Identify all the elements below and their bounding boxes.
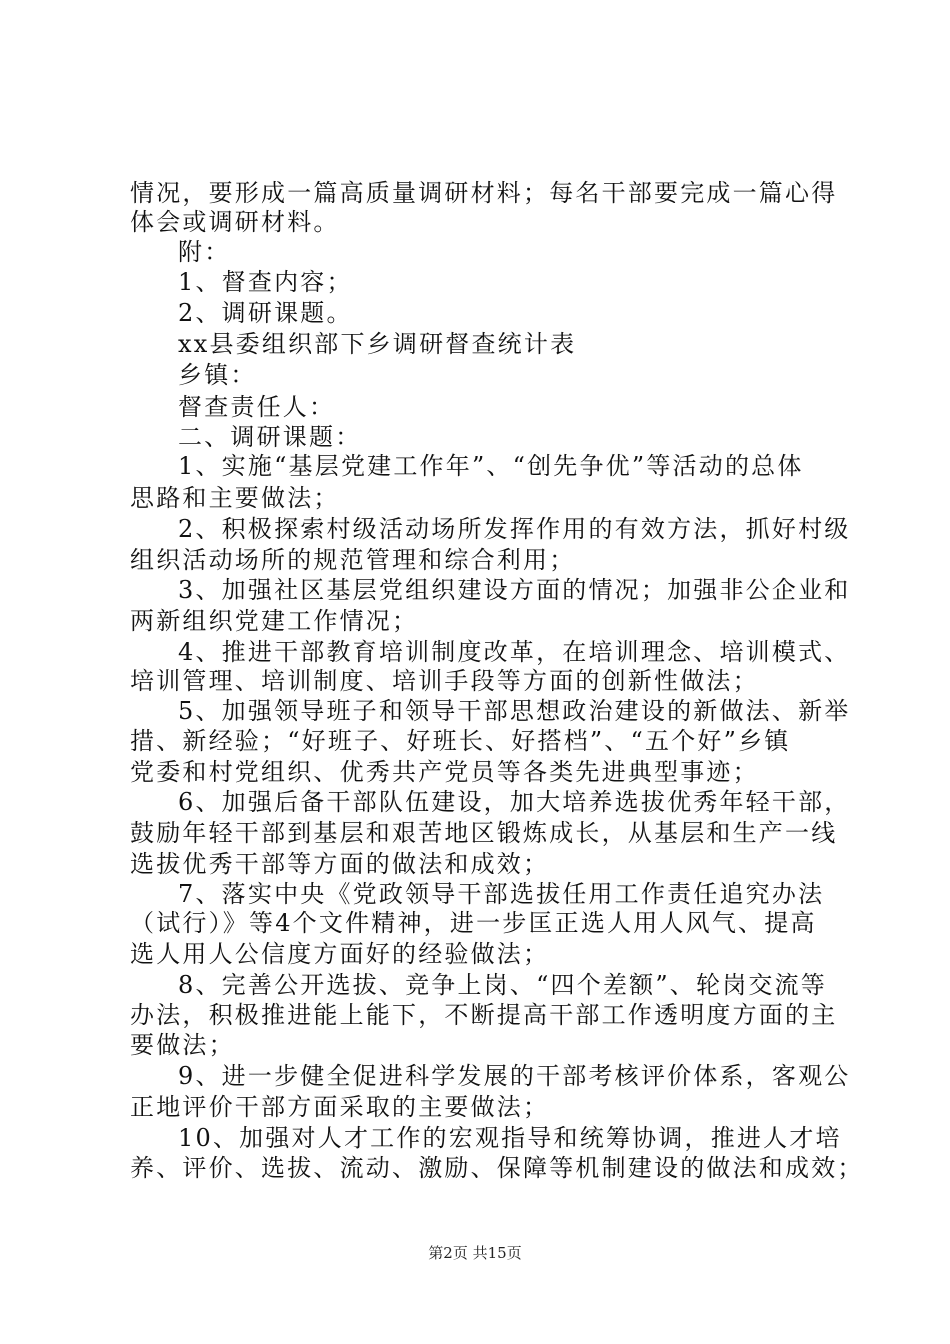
text-line: 养、评价、选拔、流动、激励、保障等机制建设的做法和成效；: [130, 1154, 864, 1182]
text-line: 8、完善公开选拔、竞争上岗、“四个差额”、轮岗交流等: [178, 971, 828, 999]
text-line: 情况，要形成一篇高质量调研材料；每名干部要完成一篇心得: [130, 179, 838, 207]
text-line: 4、推进干部教育培训制度改革，在培训理念、培训模式、: [178, 638, 851, 666]
text-line: 3、加强社区基层党组织建设方面的情况；加强非公企业和: [178, 576, 851, 604]
section-heading: 二、调研课题：: [178, 423, 362, 451]
text-line: 培训管理、培训制度、培训手段等方面的创新性做法；: [130, 667, 759, 695]
text-line: 体会或调研材料。: [130, 208, 340, 236]
text-line: 思路和主要做法；: [130, 484, 340, 512]
text-line: 正地评价干部方面采取的主要做法；: [130, 1093, 550, 1121]
text-line: 附：: [178, 238, 231, 266]
text-line: 7、落实中央《党政领导干部选拔任用工作责任追究办法: [178, 880, 825, 908]
text-line: 2、调研课题。: [178, 299, 353, 327]
text-line: 6、加强后备干部队伍建设，加大培养选拔优秀年轻干部，: [178, 788, 851, 816]
text-line: （试行）》等4个文件精神，进一步匡正选人用人风气、提高: [130, 909, 817, 937]
text-line: 1、实施“基层党建工作年”、“创先争优”等活动的总体: [178, 452, 804, 480]
text-line: 组织活动场所的规范管理和综合利用；: [130, 546, 576, 574]
text-line: 党委和村党组织、优秀共产党员等各类先进典型事迹；: [130, 758, 759, 786]
text-line: 2、积极探索村级活动场所发挥作用的有效方法，抓好村级: [178, 515, 851, 543]
text-line: 要做法；: [130, 1031, 235, 1059]
text-line: 1、督查内容；: [178, 268, 353, 296]
text-line: 9、进一步健全促进科学发展的干部考核评价体系，客观公: [178, 1062, 851, 1090]
text-line: 10、加强对人才工作的宏观指导和统筹协调，推进人才培: [178, 1124, 842, 1152]
text-line: 鼓励年轻干部到基层和艰苦地区锻炼成长，从基层和生产一线: [130, 819, 838, 847]
text-line: 5、加强领导班子和领导干部思想政治建设的新做法、新举: [178, 697, 851, 725]
text-line: 办法，积极推进能上能下，不断提高干部工作透明度方面的主: [130, 1001, 838, 1029]
text-line: 措、新经验；“好班子、好班长、好搭档”、“五个好”乡镇: [130, 727, 791, 755]
text-line: 选人用人公信度方面好的经验做法；: [130, 940, 550, 968]
text-line: 督查责任人：: [178, 393, 336, 421]
text-line: xx县委组织部下乡调研督查统计表: [178, 330, 577, 358]
text-line: 选拔优秀干部等方面的做法和成效；: [130, 850, 550, 878]
text-line: 乡镇：: [178, 361, 257, 389]
page-footer: 第2页 共15页: [428, 1244, 522, 1262]
text-line: 两新组织党建工作情况；: [130, 607, 419, 635]
